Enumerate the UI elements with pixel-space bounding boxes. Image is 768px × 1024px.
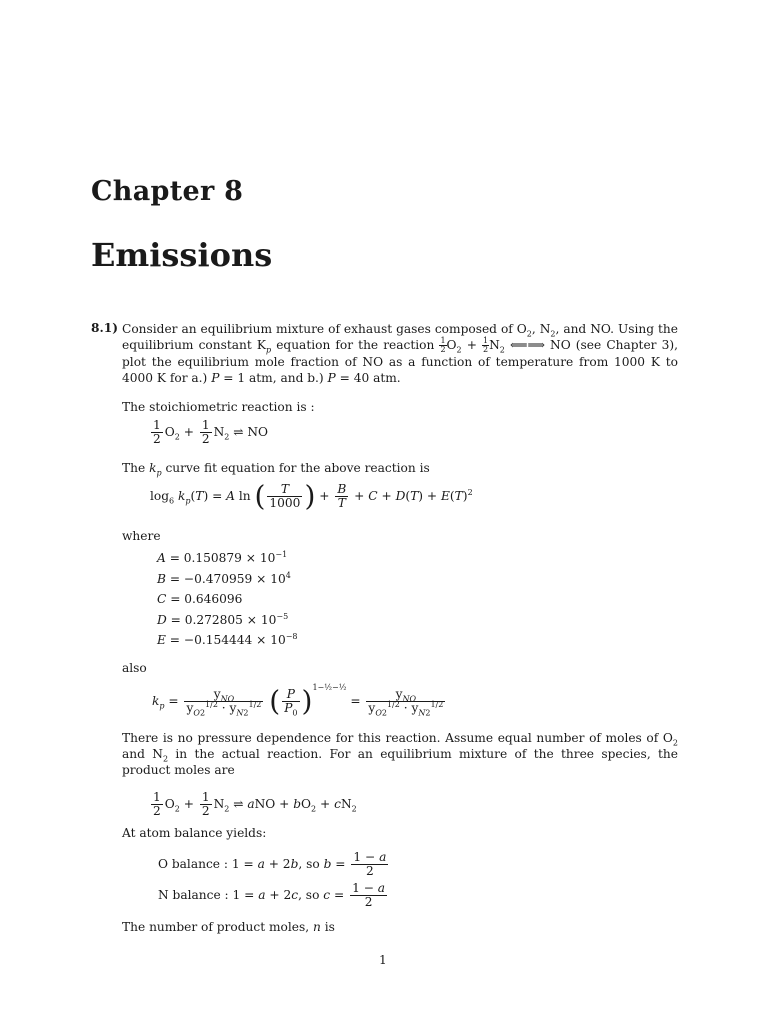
problem-number: 8.1) bbox=[91, 321, 118, 335]
stoich-equation: $\frac{1}{2}$ $O_2$ + $\frac{1}{2}$ $N_2$ ⇌ NO bbox=[153, 418, 268, 446]
constant-c: C = 0.646096 bbox=[157, 592, 243, 606]
product-moles-text: The number of product moles, n is bbox=[122, 920, 335, 934]
chapter-title: Emissions bbox=[91, 236, 273, 274]
also-label: also bbox=[122, 661, 147, 675]
atom-balance-intro: At atom balance yields: bbox=[122, 826, 267, 840]
constants-list bbox=[157, 548, 298, 651]
stoich-intro: The stoichiometric reaction is : bbox=[122, 400, 315, 414]
constant-e: $E = -0.154444 \times 10^{-8}$ bbox=[157, 631, 298, 647]
problem-statement: Consider an equilibrium mixture of exhaust gases composed of $O_2$, $N_2$, and NO. Using the equilibrium constant $K_p$ equation for the reaction $\frac{1}{2}$ $O_2$ + $\frac{1}{2}$ $N_2$ ⟸⟹ NO (see Chapter 3), plot the equilibrium mole fraction of NO as a function of temperature from 1000 K to 4000 K for a.) P = 1 atm, and b.) P = 40 atm. bbox=[122, 322, 678, 385]
constant-d: $D = 0.272805 \times 10^{-5}$ bbox=[157, 611, 289, 627]
page-number: 1 bbox=[379, 953, 387, 967]
product-equation: $\frac{1}{2}$ $O_2$ + $\frac{1}{2}$ $N_2$ ⇌ aNO + $bO_2 + cN_2$ bbox=[153, 790, 357, 818]
kp-expression: $k_p$ = $\frac{y_{NO}}{y_{O2}^{1/2} \cdot y_{N2}^{1/2}}$ ( $\frac{P}{P_0}$ )$^{1-\frac{1}{2}-\frac{1}{2}}$ = $\frac{y_{NO}}{y_{O2}^{1/2} \cdot y_{N2}^{1/2}}$ bbox=[152, 682, 444, 718]
chapter-heading: Chapter 8 bbox=[91, 176, 244, 207]
constant-a: $A = 0.150879 \times 10^{-1}$ bbox=[157, 549, 288, 565]
kp-intro: The $k_p$ curve fit equation for the above reaction is bbox=[122, 461, 430, 478]
kp-equation: $\log_6 k_p(T) = A$ ln ( $\frac{T}{1000}$ ) + $\frac{B}{T}$ + $C + D(T) + E(T)^2$ bbox=[150, 479, 473, 513]
constant-b: $B = -0.470959 \times 10^4$ bbox=[157, 570, 291, 586]
n-balance-equation: N balance : 1 = a + 2c, so c = $\frac{1 - a}{2}$ bbox=[158, 881, 386, 909]
where-label: where bbox=[122, 529, 161, 543]
o-balance-equation: O balance : 1 = a + 2b, so b = $\frac{1 - a}{2}$ bbox=[158, 850, 387, 878]
pressure-paragraph: There is no pressure dependence for this reaction. Assume equal number of moles of $O_2$ and $N_2$ in the actual reaction. For an equilibrium mixture of the three species, the product moles are bbox=[122, 731, 678, 777]
